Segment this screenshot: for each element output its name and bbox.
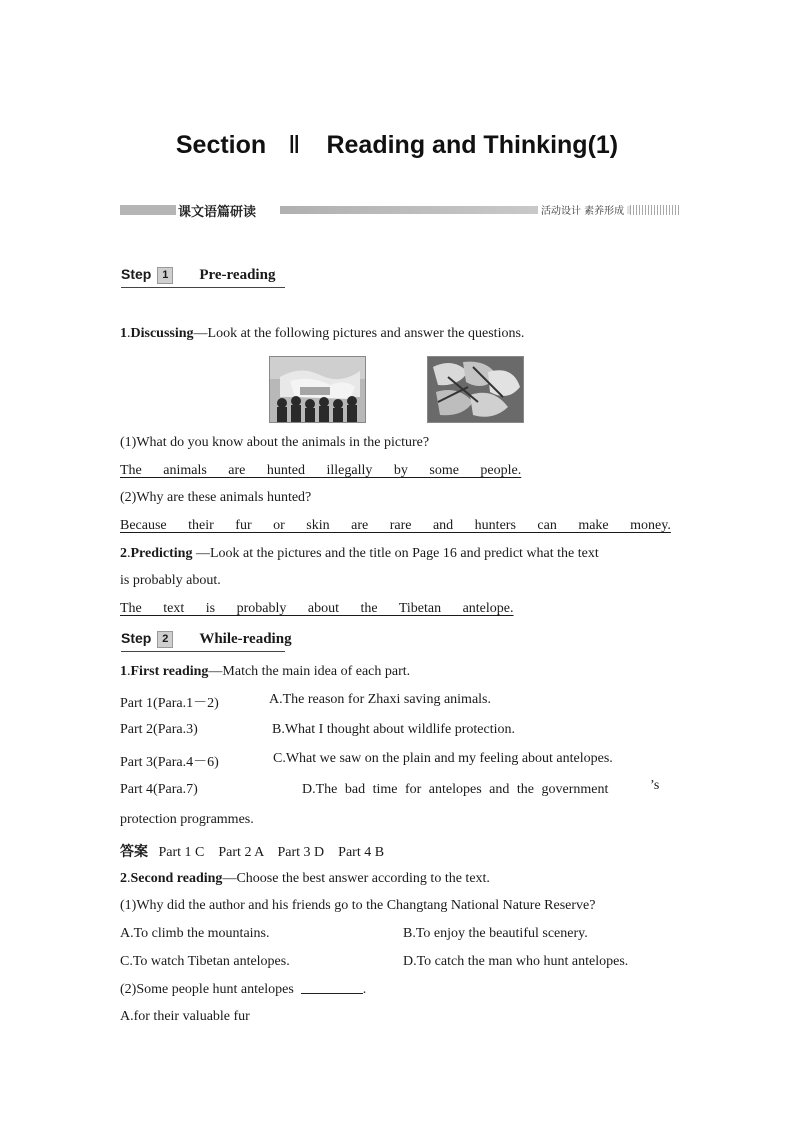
banner-label: 课文语篇研读 — [178, 205, 257, 220]
step-2-heading — [121, 630, 292, 650]
q-head: Second reading — [130, 871, 223, 886]
banner-bar-left — [120, 205, 176, 215]
q-num: 1 — [120, 664, 127, 679]
banner-right-label: 活动设计 素养形成 — [538, 202, 627, 217]
q-text: —Look at the pictures and the title on Page 16 and predict what the text — [192, 546, 599, 561]
question-1-1: (1)What do you know about the animals in the picture? — [120, 435, 430, 450]
step-name: While-reading — [199, 631, 292, 647]
q-num: 2 — [120, 871, 127, 886]
step-underline — [121, 287, 285, 288]
option-d: D.The bad time for antelopes and the government — [302, 782, 609, 797]
title-numeral: Ⅱ — [288, 132, 301, 159]
q-text: —Match the main idea of each part. — [208, 664, 411, 679]
step-label: Step — [121, 266, 152, 282]
question-2-1: (1)Why did the author and his friends go to the Changtang National Nature Reserve? — [120, 898, 596, 913]
q-num: 1 — [120, 326, 127, 341]
answer-2: The text is probably about the Tibetan antelope. — [120, 601, 514, 616]
reading-1: 1.First reading—Match the main idea of each part. — [120, 664, 411, 679]
option-2-1-c: C.To watch Tibetan antelopes. — [120, 954, 290, 969]
option-d-tail: ’s — [650, 778, 660, 793]
section-banner — [120, 202, 680, 218]
page-title — [0, 130, 794, 160]
crowd-with-pelts-photo — [269, 356, 366, 423]
option-2-1-a: A.To climb the mountains. — [120, 926, 270, 941]
q-text: (2)Some people hunt antelopes — [120, 982, 294, 997]
option-2-2-a: A.for their valuable fur — [120, 1009, 250, 1024]
step-number-badge: 1 — [157, 267, 173, 284]
title-section: Section — [175, 131, 267, 159]
q-head: Predicting — [130, 546, 193, 561]
option-2-1-d: D.To catch the man who hunt antelopes. — [403, 954, 629, 969]
option-b: B.What I thought about wildlife protection. — [272, 722, 516, 737]
title-subtitle: Reading and Thinking(1) — [326, 131, 619, 159]
q-text: —Look at the following pictures and answer the questions. — [193, 326, 525, 341]
step-underline — [121, 651, 285, 652]
q-head: Discussing — [130, 326, 194, 341]
question-2: 2.Predicting —Look at the pictures and the title on Page 16 and predict what the text — [120, 546, 599, 561]
part-1: Part 1(Para.1－2) — [120, 696, 219, 711]
antelope-skins-photo — [427, 356, 524, 423]
part-2: Part 2(Para.3) — [120, 722, 198, 737]
q-num: 2 — [120, 546, 127, 561]
option-c: C.What we saw on the plain and my feeling about antelopes. — [273, 751, 613, 766]
banner-bar-end — [630, 205, 680, 215]
step-name: Pre-reading — [199, 267, 276, 283]
answer-key — [120, 841, 384, 861]
answer-1-2: Because their fur or skin are rare and hunters can make money. — [120, 518, 671, 533]
q-text: —Choose the best answer according to the text. — [222, 871, 490, 886]
question-1-2: (2)Why are these animals hunted? — [120, 490, 312, 505]
q-head: First reading — [130, 664, 209, 679]
option-a: A.The reason for Zhaxi saving animals. — [269, 692, 491, 707]
answer-text: Part 1 C Part 2 A Part 3 D Part 4 B — [158, 845, 385, 860]
part-4-cont: protection programmes. — [120, 812, 254, 827]
answer-blank — [301, 981, 363, 994]
question-1: 1.Discussing—Look at the following pictures and answer the questions. — [120, 326, 525, 341]
answer-1-1: The animals are hunted illegally by some people. — [120, 463, 522, 478]
q-end: . — [362, 982, 367, 997]
step-label: Step — [121, 630, 152, 646]
answer-label: 答案 — [120, 844, 148, 860]
question-2-2 — [120, 981, 366, 998]
step-1-heading — [121, 266, 275, 286]
part-3: Part 3(Para.4－6) — [120, 755, 219, 770]
reading-2: 2.Second reading—Choose the best answer according to the text. — [120, 871, 490, 886]
option-2-1-b: B.To enjoy the beautiful scenery. — [403, 926, 588, 941]
question-2-cont: is probably about. — [120, 573, 221, 588]
part-4: Part 4(Para.7) — [120, 782, 198, 797]
step-number-badge: 2 — [157, 631, 173, 648]
